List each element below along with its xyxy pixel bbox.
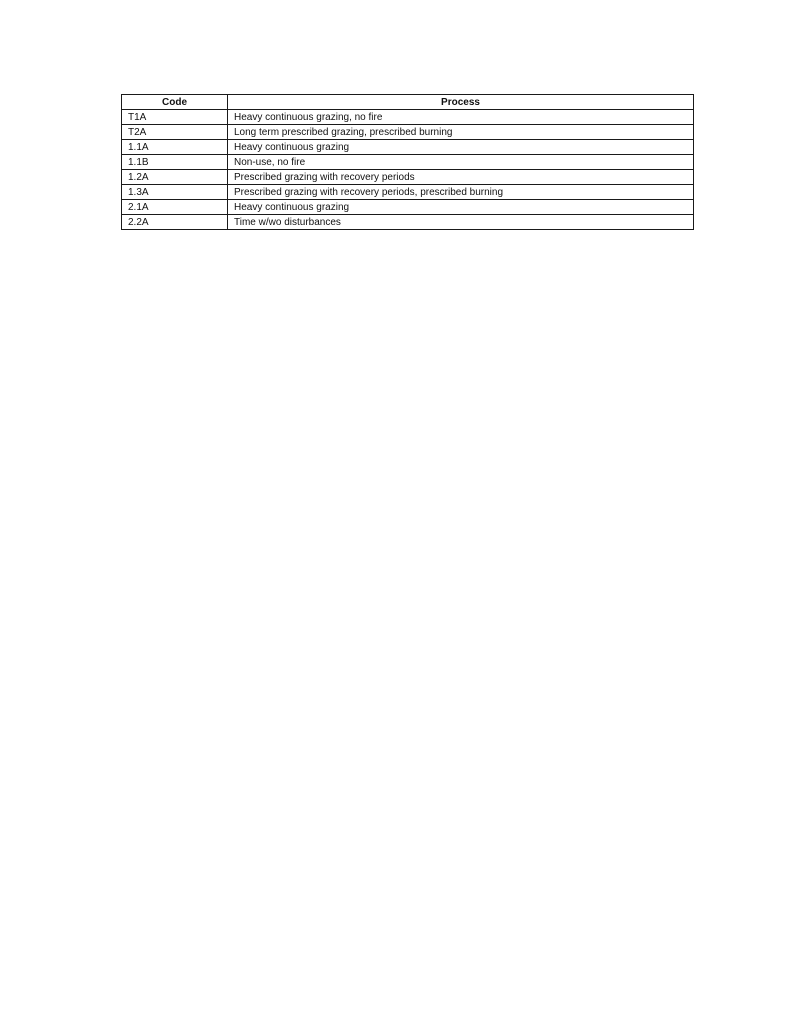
code-cell: 1.1A	[122, 140, 228, 155]
process-cell: Prescribed grazing with recovery periods, prescribed burning	[228, 185, 694, 200]
process-cell: Heavy continuous grazing	[228, 140, 694, 155]
column-header-code: Code	[122, 95, 228, 110]
table-row	[122, 200, 694, 215]
table-row	[122, 125, 694, 140]
table-row	[122, 170, 694, 185]
table-row	[122, 215, 694, 230]
process-cell: Long term prescribed grazing, prescribed burning	[228, 125, 694, 140]
code-cell: T1A	[122, 110, 228, 125]
code-cell: 1.3A	[122, 185, 228, 200]
process-cell: Non-use, no fire	[228, 155, 694, 170]
code-cell: 1.2A	[122, 170, 228, 185]
process-cell: Prescribed grazing with recovery periods	[228, 170, 694, 185]
table-row	[122, 185, 694, 200]
process-cell: Time w/wo disturbances	[228, 215, 694, 230]
code-cell: 2.1A	[122, 200, 228, 215]
table-row	[122, 140, 694, 155]
code-cell: 1.1B	[122, 155, 228, 170]
table-row	[122, 155, 694, 170]
table-row	[122, 110, 694, 125]
column-header-process: Process	[228, 95, 694, 110]
code-cell: 2.2A	[122, 215, 228, 230]
process-cell: Heavy continuous grazing, no fire	[228, 110, 694, 125]
code-cell: T2A	[122, 125, 228, 140]
table-header-row	[122, 95, 694, 110]
process-table	[121, 94, 694, 230]
process-cell: Heavy continuous grazing	[228, 200, 694, 215]
